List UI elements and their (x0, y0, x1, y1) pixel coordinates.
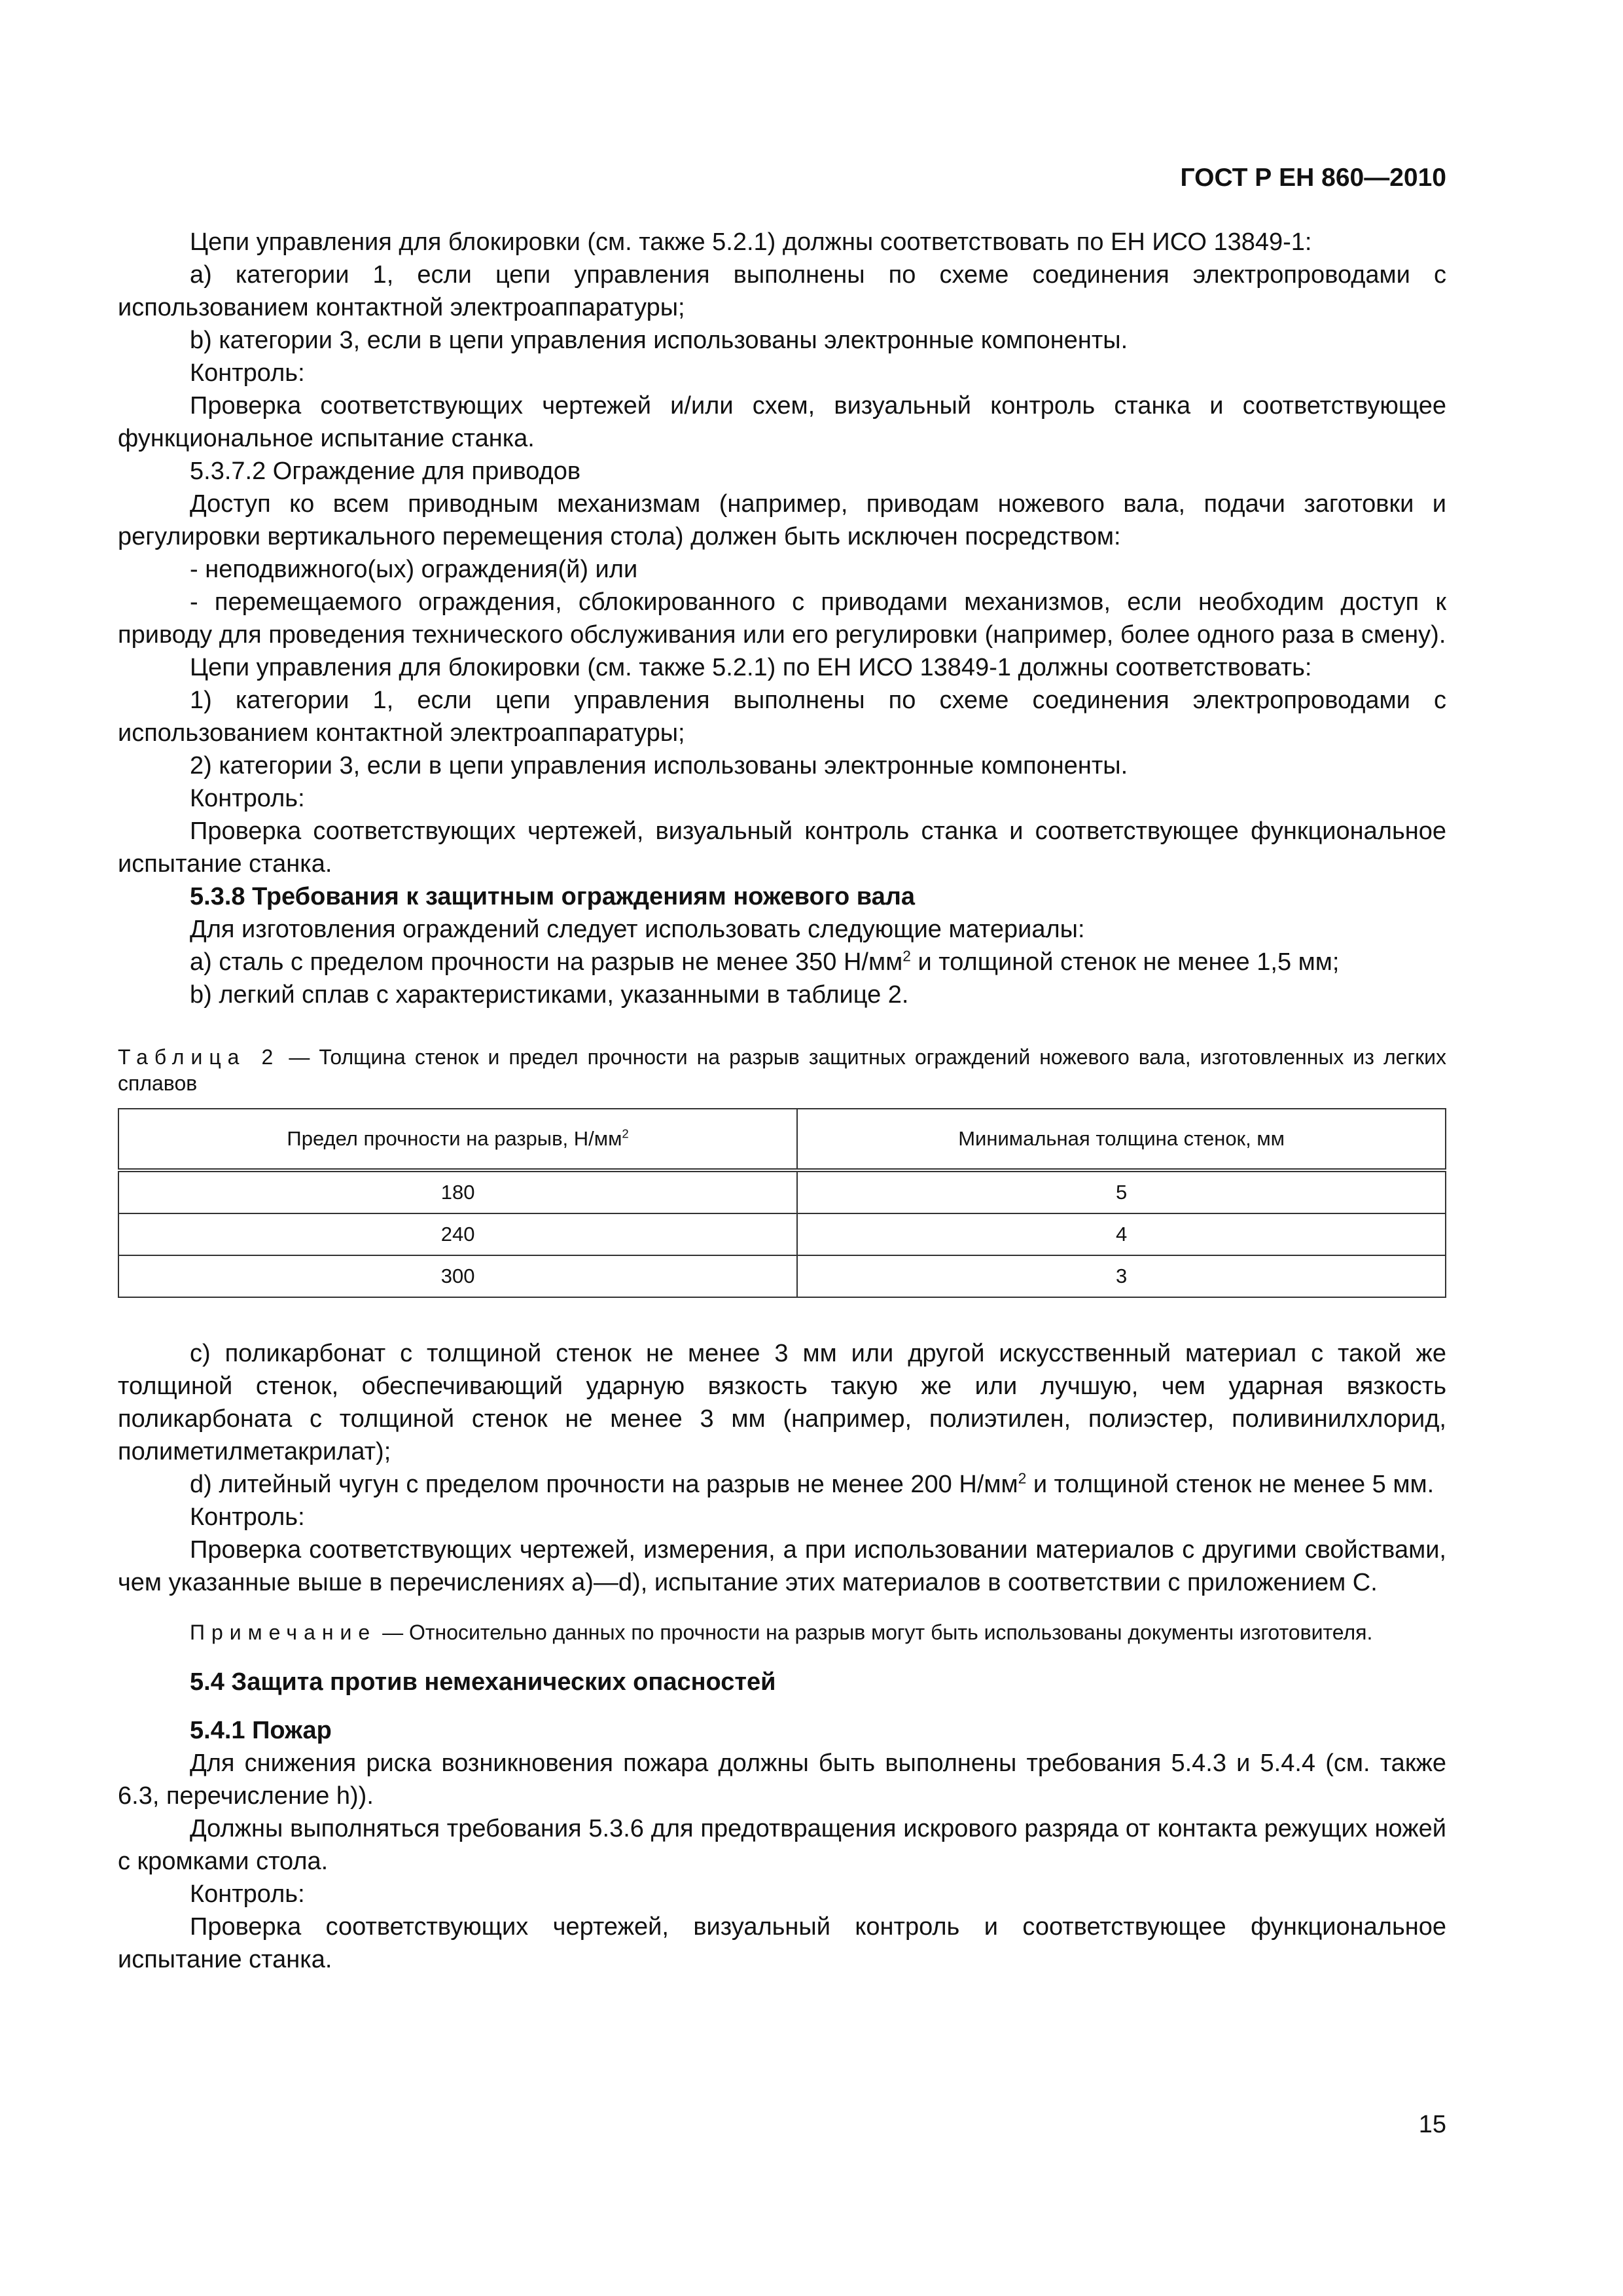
cell-thickness: 3 (797, 1255, 1446, 1297)
paragraph: Проверка соответствующих чертежей, измерения, а при использовании материалов с другими свойствами, чем указанные выше в перечислениях a)—d), испытание этих материалов в соответствии с приложением С. (118, 1536, 1446, 1596)
paragraph: Для изготовления ограждений следует использовать следующие материалы: (190, 916, 1085, 943)
list-item (118, 946, 1446, 978)
page-number: 15 (1418, 2111, 1446, 2138)
table-caption-label: Таблица 2 (118, 1045, 280, 1069)
table-row (118, 1255, 1446, 1297)
table-caption (118, 1044, 1446, 1096)
data-table (118, 1108, 1446, 1298)
column-header-thickness: Минимальная толщина стенок, мм (797, 1109, 1446, 1170)
cell-strength: 240 (118, 1213, 797, 1255)
control-label: Контроль: (190, 785, 305, 812)
list-item: c) поликарбонат с толщиной стенок не менее 3 мм или другой искусственный материал с такой же толщиной стенок, обеспечивающий ударную вязкость такую же или лучшую, чем ударная вязкость поликарбоната с толщиной стенок не менее 3 мм (например, полиэтилен, полиэстер, поливинилхлорид, полиметилметакрилат); (118, 1340, 1446, 1465)
list-item: a) категории 1, если цепи управления выполнены по схеме соединения электропроводами с использованием контактной электроаппаратуры; (118, 261, 1446, 321)
document-code: ГОСТ Р ЕН 860—2010 (1180, 164, 1446, 192)
cell-strength: 180 (118, 1170, 797, 1213)
list-item: 1) категории 1, если цепи управления выполнены по схеме соединения электропроводами с использованием контактной электроаппаратуры; (118, 687, 1446, 747)
control-label: Контроль: (190, 1503, 305, 1531)
cell-strength: 300 (118, 1255, 797, 1297)
table-row (118, 1170, 1446, 1213)
item-d-prefix: d) литейный чугун с пределом прочности на разрыв не менее 200 Н/мм (190, 1471, 1018, 1498)
note (118, 1619, 1446, 1646)
table-caption-text: — Толщина стенок и предел прочности на разрыв защитных ограждений ножевого вала, изготовленных из легких сплавов (118, 1045, 1447, 1095)
note-label: Примечание (190, 1621, 377, 1644)
list-item: 2) категории 3, если в цепи управления использованы электронные компоненты. (190, 752, 1128, 780)
paragraph: Проверка соответствующих чертежей, визуальный контроль и соответствующее функциональное испытание станка. (118, 1913, 1446, 1973)
paragraph: Должны выполняться требования 5.3.6 для предотвращения искрового разряда от контакта режущих ножей с кромками стола. (118, 1815, 1446, 1875)
paragraph: Доступ ко всем приводным механизмам (например, приводам ножевого вала, подачи заготовки и регулировки вертикального перемещения стола) должен быть исключен посредством: (118, 490, 1446, 550)
paragraph: Проверка соответствующих чертежей и/или схем, визуальный контроль станка и соответствующее функциональное испытание станка. (118, 392, 1446, 452)
paragraph: Проверка соответствующих чертежей, визуальный контроль станка и соответствующее функциональное испытание станка. (118, 817, 1446, 878)
section-heading: 5.4 Защита против немеханических опасностей (190, 1668, 776, 1696)
column-header-strength-text: Предел прочности на разрыв, Н/мм (287, 1127, 622, 1150)
note-text: — Относительно данных по прочности на разрыв могут быть использованы документы изготовителя. (376, 1621, 1373, 1644)
subsection-heading: 5.3.7.2 Ограждение для приводов (190, 457, 581, 485)
subsection-heading: 5.4.1 Пожар (190, 1717, 332, 1744)
superscript: 2 (902, 947, 911, 965)
paragraph: Цепи управления для блокировки (см. также 5.2.1) должны соответствовать по ЕН ИСО 13849-1: (190, 228, 1312, 256)
list-item: b) легкий сплав с характеристиками, указанными в таблице 2. (190, 981, 909, 1009)
table-row (118, 1213, 1446, 1255)
paragraph: Цепи управления для блокировки (см. также 5.2.1) по ЕН ИСО 13849-1 должны соответствовать: (190, 654, 1312, 681)
superscript: 2 (1018, 1469, 1027, 1487)
list-item: b) категории 3, если в цепи управления использованы электронные компоненты. (190, 327, 1128, 354)
paragraph: Для снижения риска возникновения пожара должны быть выполнены требования 5.4.3 и 5.4.4 (см. также 6.3, перечисление h)). (118, 1749, 1446, 1810)
table-header-row (118, 1109, 1446, 1170)
superscript: 2 (622, 1126, 629, 1141)
page-content (118, 226, 1446, 1976)
cell-thickness: 4 (797, 1213, 1446, 1255)
item-d-suffix: и толщиной стенок не менее 5 мм. (1026, 1471, 1435, 1498)
cell-thickness: 5 (797, 1170, 1446, 1213)
control-label: Контроль: (190, 359, 305, 387)
list-item (118, 1468, 1446, 1501)
item-a-prefix: a) сталь с пределом прочности на разрыв не менее 350 Н/мм (190, 948, 903, 976)
item-a-suffix: и толщиной стенок не менее 1,5 мм; (910, 948, 1340, 976)
list-item: - неподвижного(ых) ограждения(й) или (190, 556, 638, 583)
list-item: - перемещаемого ограждения, сблокированного с приводами механизмов, если необходим доступ к приводу для проведения технического обслуживания или его регулировки (например, более одного раза в смену). (118, 588, 1446, 649)
column-header-strength (118, 1109, 797, 1170)
section-heading: 5.3.8 Требования к защитным ограждениям ножевого вала (190, 883, 916, 910)
control-label: Контроль: (190, 1880, 305, 1908)
